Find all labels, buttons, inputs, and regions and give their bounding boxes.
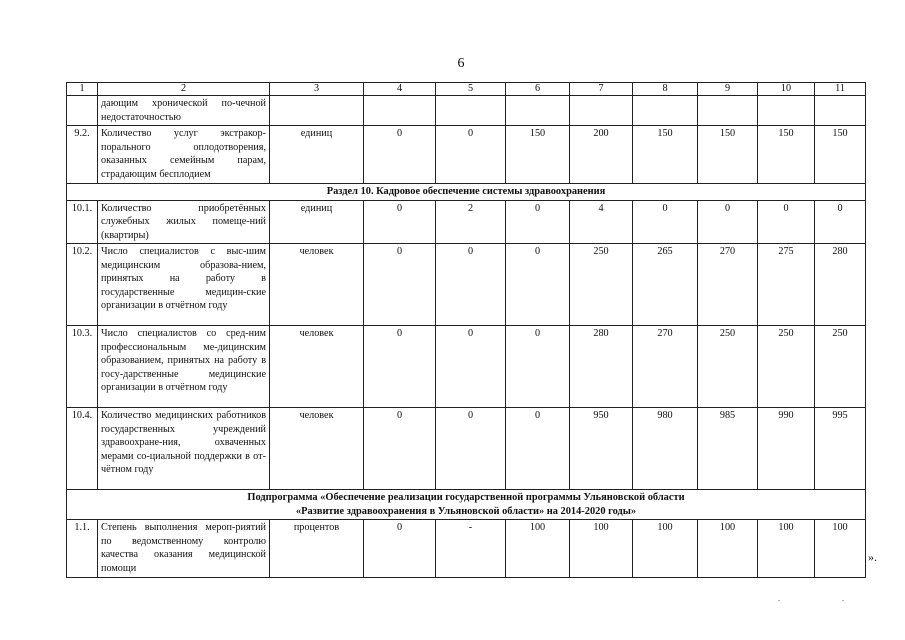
- column-header-row: [67, 83, 866, 96]
- page-number: 6: [457, 56, 465, 71]
- column-header: 5: [436, 83, 506, 96]
- footer-marks: . .: [778, 594, 874, 603]
- row-value-col-10: 250: [758, 326, 815, 408]
- row-unit: единиц: [270, 126, 364, 184]
- row-unit: человек: [270, 408, 364, 490]
- row-value-col-7: 4: [570, 200, 633, 244]
- row-number: 10.4.: [67, 408, 98, 490]
- row-value-col-11: 995: [815, 408, 866, 490]
- row-value-col-5: 0: [436, 326, 506, 408]
- row-value-col-9: 150: [698, 126, 758, 184]
- row-value-col-9: 270: [698, 244, 758, 326]
- row-value-col-5: 0: [436, 408, 506, 490]
- row-value-col-4: 0: [364, 326, 436, 408]
- column-header: 4: [364, 83, 436, 96]
- column-header: 11: [815, 83, 866, 96]
- row-number: 10.2.: [67, 244, 98, 326]
- row-value-col-7: 250: [570, 244, 633, 326]
- row-value-col-8: 150: [633, 126, 698, 184]
- row-unit: человек: [270, 244, 364, 326]
- row-value-col-10: 150: [758, 126, 815, 184]
- row-unit: человек: [270, 326, 364, 408]
- row-value-col-5: -: [436, 520, 506, 578]
- column-header: 6: [506, 83, 570, 96]
- indicators-table: [66, 82, 866, 578]
- row-value-col-5: 0: [436, 244, 506, 326]
- row-value-col-4: 0: [364, 408, 436, 490]
- row-value-col-10: 275: [758, 244, 815, 326]
- column-header: 8: [633, 83, 698, 96]
- subprogram-heading: [67, 490, 866, 520]
- row-value-col-11: 250: [815, 326, 866, 408]
- row-value-col-11: 280: [815, 244, 866, 326]
- row-value-col-7: 100: [570, 520, 633, 578]
- row-value-col-10: 100: [758, 520, 815, 578]
- row-description: дающим хронической по-чечной недостаточностью: [98, 96, 270, 126]
- row-value-col-5: 2: [436, 200, 506, 244]
- row-value-col-11: 0: [815, 200, 866, 244]
- row-description: Число специалистов со сред-ним профессиональным ме-дицинским образованием, принятых на работу в госу-дарственные медицинские организации в отчётном году: [98, 326, 270, 408]
- row-value-col-11: 100: [815, 520, 866, 578]
- column-header: 7: [570, 83, 633, 96]
- row-description: Число специалистов с выс-шим медицинским образова-нием, принятых на работу в государственные медицин-ские организации в отчётном году: [98, 244, 270, 326]
- row-number: 10.3.: [67, 326, 98, 408]
- column-header: 2: [98, 83, 270, 96]
- row-value-col-6: 150: [506, 126, 570, 184]
- column-header: 9: [698, 83, 758, 96]
- closing-quote-mark: ».: [868, 550, 877, 564]
- row-value-col-9: 100: [698, 520, 758, 578]
- row-number: [67, 96, 98, 126]
- row-value-col-9: 0: [698, 200, 758, 244]
- table-row: [67, 244, 866, 326]
- row-unit: единиц: [270, 200, 364, 244]
- row-value-col-4: 0: [364, 126, 436, 184]
- column-header: 3: [270, 83, 364, 96]
- column-header: 10: [758, 83, 815, 96]
- subprogram-heading-line: Подпрограмма «Обеспечение реализации государственной программы Ульяновской области: [247, 492, 685, 503]
- table-row: [67, 126, 866, 184]
- row-value-col-4: 0: [364, 244, 436, 326]
- table-row: [67, 96, 866, 126]
- row-number: 9.2.: [67, 126, 98, 184]
- row-value-col-8: 980: [633, 408, 698, 490]
- subprogram-heading-line: «Развитие здравоохранения в Ульяновской области» на 2014-2020 годы»: [295, 505, 637, 517]
- table-row: [67, 520, 866, 578]
- row-value-col-10: 990: [758, 408, 815, 490]
- row-value-col-5: 0: [436, 126, 506, 184]
- row-value-col-10: 0: [758, 200, 815, 244]
- column-header: 1: [67, 83, 98, 96]
- row-value-col-4: 0: [364, 200, 436, 244]
- table-row: [67, 408, 866, 490]
- row-value-col-7: 280: [570, 326, 633, 408]
- row-description: Количество услуг экстракор-порального оплодотворения, оказанных семейным парам, страдающим бесплодием: [98, 126, 270, 184]
- row-value-col-7: 950: [570, 408, 633, 490]
- row-number: 10.1.: [67, 200, 98, 244]
- row-value-col-8: 265: [633, 244, 698, 326]
- row-value-col-4: 0: [364, 520, 436, 578]
- row-value-col-6: 0: [506, 408, 570, 490]
- row-description: Степень выполнения мероп-риятий по ведомственному контролю качества оказания медицинской помощи: [98, 520, 270, 578]
- row-description: Количество медицинских работников государственных учреждений здравоохране-ния, охваченных мерами со-циальной поддержки в от-чётном году: [98, 408, 270, 490]
- row-description: Количество приобретённых служебных жилых помеще-ний (квартиры): [98, 200, 270, 244]
- row-value-col-6: 0: [506, 326, 570, 408]
- row-value-col-8: 270: [633, 326, 698, 408]
- row-value-col-6: 0: [506, 244, 570, 326]
- row-number: 1.1.: [67, 520, 98, 578]
- table-row: [67, 326, 866, 408]
- row-value-col-8: 100: [633, 520, 698, 578]
- row-value-col-11: 150: [815, 126, 866, 184]
- table-row: [67, 200, 866, 244]
- section-heading-line: Раздел 10. Кадровое обеспечение системы здравоохранения: [326, 186, 606, 197]
- row-unit: процентов: [270, 520, 364, 578]
- row-value-col-6: 0: [506, 200, 570, 244]
- row-value-col-9: 985: [698, 408, 758, 490]
- row-value-col-7: 200: [570, 126, 633, 184]
- section-heading: [67, 184, 866, 201]
- row-value-col-9: 250: [698, 326, 758, 408]
- row-value-col-6: 100: [506, 520, 570, 578]
- row-value-col-8: 0: [633, 200, 698, 244]
